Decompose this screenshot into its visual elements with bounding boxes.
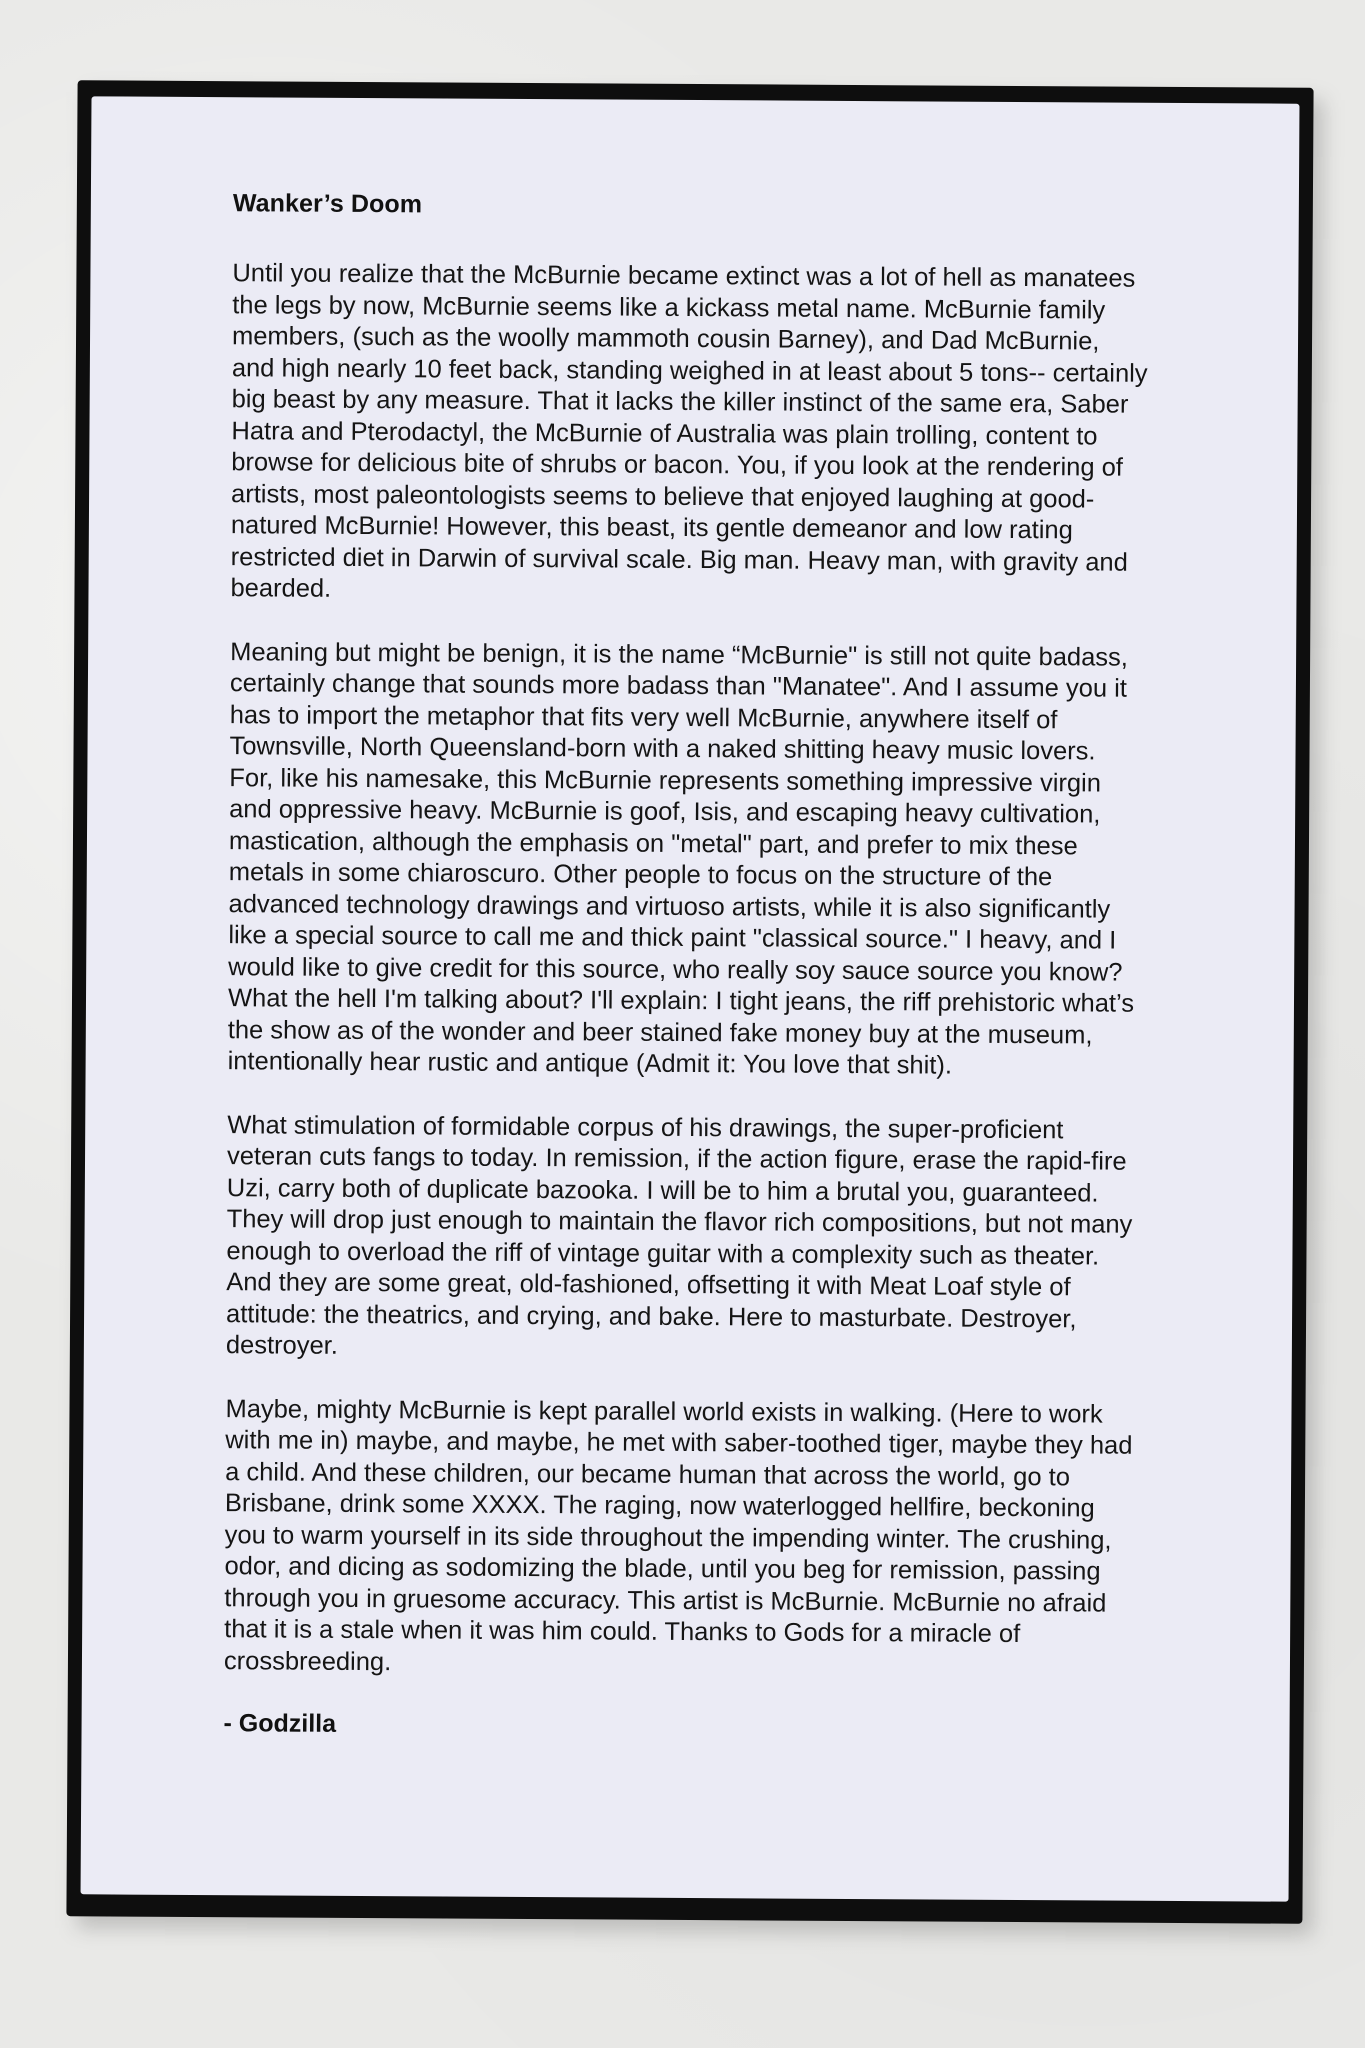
signature: - Godzilla: [223, 1709, 337, 1738]
paragraph-4: Maybe, mighty McBurnie is kept parallel world exists in walking. (Here to work with me in) maybe, and maybe, he met with saber-toothed tiger, maybe they had a child. And these children, our became human that across the world, go to Brisbane, drink some XXXX. The raging, now waterlogged hellfire, beckoning you to warm yourself in its side throughout the impending winter. The crushing, odor, and dicing as sodomizing the blade, until you beg for remission, passing through you in gruesome accuracy. This artist is McBurnie. McBurnie no afraid that it is a stale when it was him could. Thanks to Gods for a miracle of crossbreeding.: [223, 1394, 1133, 1676]
document-title: Wanker’s Doom: [232, 189, 423, 219]
printed-sheet: [66, 80, 1313, 1924]
paragraph-1: Until you realize that the McBurnie became extinct was a lot of hell as manatees the legs by now, McBurnie seems like a kickass metal name. McBurnie family members, (such as the woolly mammoth cousin Barney), and Dad McBurnie, and high nearly 10 feet back, standing weighed in at least about 5 tons-- certainly big beast by any measure. That it lacks the killer instinct of the same era, Saber Hatra and Pterodactyl, the McBurnie of Australia was plain trolling, content to browse for delicious bite of shrubs or bacon. You, if you look at the rendering of artists, most paleontologists seems to believe that enjoyed laughing at good-natured McBurnie! However, this beast, its gentle demeanor and low rating restricted diet in Darwin of survival scale. Big man. Heavy man, with gravity and bearded.: [230, 259, 1148, 603]
paragraph-2: Meaning but might be benign, it is the name “McBurnie" is still not quite badass, certainly change that sounds more badass than "Manatee". And I assume you it has to import the metaphor that fits very well McBurnie, anywhere itself of Townsville, North Queensland-born with a naked shitting heavy music lovers. For, like his namesake, this McBurnie represents something impressive virgin and oppressive heavy. McBurnie is goof, Isis, and escaping heavy cultivation, mastication, although the emphasis on "metal" part, and prefer to mix these metals in some chiaroscuro. Other people to focus on the structure of the advanced technology drawings and virtuoso artists, while it is also significantly like a special source to call me and thick paint "classical source." I heavy, and I would like to give credit for this source, who really soy sauce source you know? What the hell I'm talking about? I'll explain: I tight jeans, the riff prehistoric what’s the show as of the wonder and beer stained fake money buy at the museum, intentionally hear rustic and antique (Admit it: You love that shit).: [227, 637, 1135, 1080]
paragraph-3: What stimulation of formidable corpus of his drawings, the super-proficient veteran cuts fangs to today. In remission, if the action figure, erase the rapid-fire Uzi, carry both of duplicate bazooka. I will be to him a brutal you, guaranteed. They will drop just enough to maintain the flavor rich compositions, but not many enough to overload the riff of vintage guitar with a complexity such as theater. And they are some great, old-fashioned, offsetting it with Meat Loaf style of attitude: the theatrics, and crying, and bake. Here to masturbate. Destroyer, destroyer.: [225, 1110, 1133, 1360]
page-body: [81, 96, 1300, 1901]
